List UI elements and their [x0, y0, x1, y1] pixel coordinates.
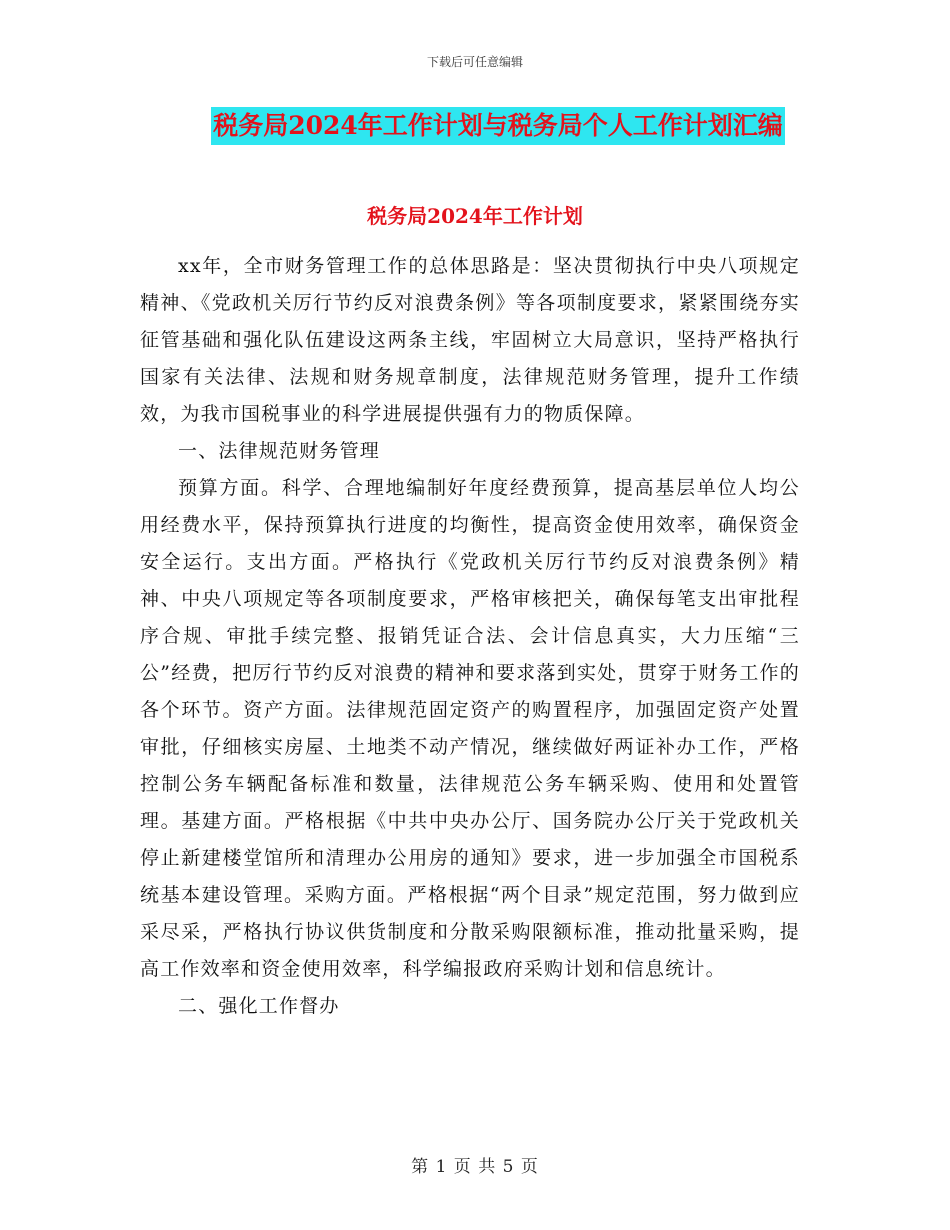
section-heading-2: 二、强化工作督办 [178, 995, 340, 1017]
document-body [140, 248, 800, 1025]
page-header-note: 下载后可任意编辑 [426, 55, 523, 69]
body-paragraph-intro: xx年，全市财务管理工作的总体思路是：坚决贯彻执行中央八项规定精神、《党政机关厉行节约反对浪费条例》等各项制度要求，紧紧围绕夯实征管基础和强化队伍建设这两条主线，牢固树立大局意识，坚持严格执行国家有关法律、法规和财务规章制度，法律规范财务管理，提升工作绩效，为我市国税事业的科学进展提供强有力的物质保障。 [140, 255, 800, 425]
body-paragraph-section-1: 预算方面。科学、合理地编制好年度经费预算，提高基层单位人均公用经费水平，保持预算执行进度的均衡性，提高资金使用效率，确保资金安全运行。支出方面。严格执行《党政机关厉行节约反对浪费条例》精神、中央八项规定等各项制度要求，严格审核把关，确保每笔支出审批程序合规、审批手续完整、报销凭证合法、会计信息真实，大力压缩“三公”经费，把厉行节约反对浪费的精神和要求落到实处，贯穿于财务工作的各个环节。资产方面。法律规范固定资产的购置程序，加强固定资产处置审批，仔细核实房屋、土地类不动产情况，继续做好两证补办工作，严格控制公务车辆配备标准和数量，法律规范公务车辆采购、使用和处置管理。基建方面。严格根据《中共中央办公厅、国务院办公厅关于党政机关停止新建楼堂馆所和清理办公用房的通知》要求，进一步加强全市国税系统基本建设管理。采购方面。严格根据“两个目录”规定范围，努力做到应采尽采，严格执行协议供货制度和分散采购限额标准，推动批量采购，提高工作效率和资金使用效率，科学编报政府采购计划和信息统计。 [140, 477, 800, 980]
section-title: 税务局2024年工作计划 [367, 204, 583, 228]
main-title: 税务局2024年工作计划与税务局个人工作计划汇编 [211, 107, 785, 145]
page-number-footer: 第 1 页 共 5 页 [411, 1157, 539, 1177]
main-title-container [0, 107, 950, 145]
section-heading-1: 一、法律规范财务管理 [178, 440, 381, 462]
